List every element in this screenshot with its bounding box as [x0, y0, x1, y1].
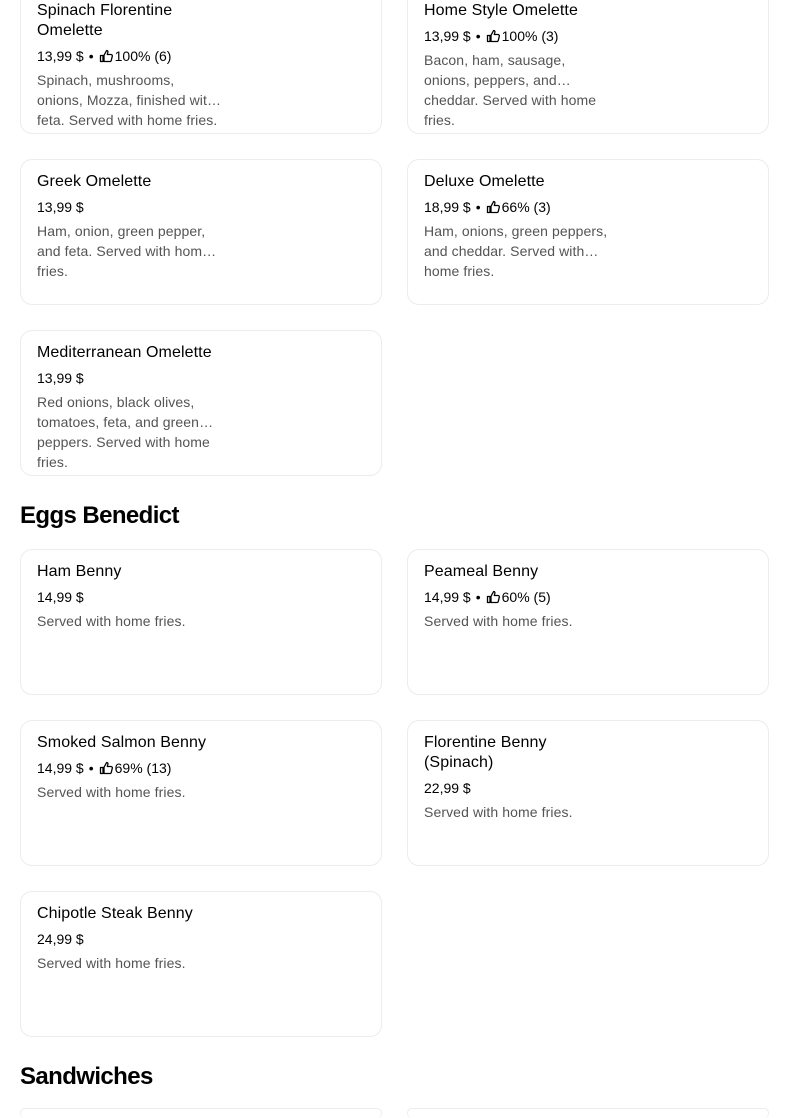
item-name: Greek Omelette — [37, 173, 152, 190]
menu-item-card[interactable] — [20, 0, 382, 134]
item-rating: 100% (3) — [501, 28, 559, 44]
menu-item-card[interactable] — [20, 1108, 382, 1118]
item-meta — [424, 778, 609, 798]
item-meta — [424, 587, 609, 607]
section-title-sandwiches: Sandwiches — [20, 1063, 153, 1090]
item-description: Served with home fries. — [37, 784, 186, 800]
item-price: 22,99 $ — [424, 780, 471, 796]
item-rating: 60% (5) — [501, 589, 551, 605]
item-meta — [37, 368, 222, 388]
separator-dot: • — [88, 760, 94, 776]
item-description: Served with home fries. — [37, 955, 186, 971]
item-name: Peameal Benny — [424, 563, 539, 580]
item-price: 13,99 $ — [424, 28, 471, 44]
item-description: Served with home fries. — [424, 804, 573, 820]
item-meta — [37, 758, 222, 778]
item-rating: 69% (13) — [114, 760, 172, 776]
menu-item-card[interactable] — [20, 549, 382, 695]
item-price: 14,99 $ — [424, 589, 471, 605]
item-name: Florentine Benny (Spinach) — [424, 734, 547, 771]
menu-item-card[interactable] — [20, 330, 382, 476]
item-description: Served with home fries. — [424, 613, 573, 629]
item-meta — [37, 929, 222, 949]
menu-item-card[interactable] — [407, 159, 769, 305]
item-description: Bacon, ham, sausage, onions, peppers, and cheddar. Served with home fries. — [424, 52, 597, 128]
item-meta — [424, 26, 609, 46]
item-description: Spinach, mushrooms, onions, Mozza, finished with feta. Served with home fries. — [37, 72, 218, 128]
item-name: Smoked Salmon Benny — [37, 734, 207, 751]
menu-item-card[interactable] — [407, 1108, 769, 1118]
menu-item-card[interactable] — [20, 891, 382, 1037]
item-price: 18,99 $ — [424, 199, 471, 215]
thumbs-up-icon — [486, 29, 500, 43]
item-description: Served with home fries. — [37, 613, 186, 629]
item-price: 14,99 $ — [37, 589, 84, 605]
item-name: Spinach Florentine Omelette — [37, 2, 173, 39]
item-description: Ham, onions, green peppers, and cheddar. Served with home fries. — [424, 223, 608, 279]
item-name: Mediterranean Omelette — [37, 344, 212, 361]
menu-item-card[interactable] — [407, 0, 769, 134]
item-description: Ham, onion, green pepper, and feta. Served with home fries. — [37, 223, 211, 279]
item-price: 24,99 $ — [37, 931, 84, 947]
item-name: Chipotle Steak Benny — [37, 905, 193, 922]
thumbs-up-icon — [486, 200, 500, 214]
separator-dot: • — [475, 589, 481, 605]
item-name: Home Style Omelette — [424, 2, 578, 19]
item-rating: 66% (3) — [501, 199, 551, 215]
item-price: 14,99 $ — [37, 760, 84, 776]
item-price: 13,99 $ — [37, 199, 84, 215]
item-price: 13,99 $ — [37, 370, 84, 386]
thumbs-up-icon — [99, 761, 113, 775]
menu-item-card[interactable] — [20, 720, 382, 866]
thumbs-up-icon — [486, 590, 500, 604]
item-meta — [424, 197, 609, 217]
item-name: Deluxe Omelette — [424, 173, 545, 190]
item-name: Ham Benny — [37, 563, 122, 580]
section-title-eggs-benedict: Eggs Benedict — [20, 502, 179, 529]
separator-dot: • — [88, 48, 94, 64]
item-meta — [37, 46, 222, 66]
separator-dot: • — [475, 199, 481, 215]
separator-dot: • — [475, 28, 481, 44]
menu-item-card[interactable] — [407, 720, 769, 866]
menu-item-card[interactable] — [20, 159, 382, 305]
item-description: Red onions, black olives, tomatoes, feta, and green peppers. Served with home fries. — [37, 394, 210, 470]
thumbs-up-icon — [99, 49, 113, 63]
item-meta — [37, 197, 222, 217]
item-rating: 100% (6) — [114, 48, 172, 64]
item-meta — [37, 587, 222, 607]
menu-item-card[interactable] — [407, 549, 769, 695]
item-price: 13,99 $ — [37, 48, 84, 64]
